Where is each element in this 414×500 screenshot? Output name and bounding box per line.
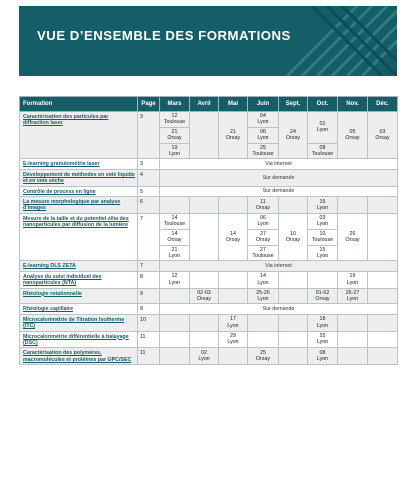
session-cell: 19 Lyon: [338, 271, 368, 288]
empty-cell: [338, 348, 368, 365]
hatch-pattern: [267, 6, 397, 76]
table-row: [20, 271, 398, 288]
training-link[interactable]: E-learning DLS ZETA: [20, 261, 138, 271]
training-link[interactable]: Rhéologie rotationnelle: [20, 288, 138, 304]
page-number: 7: [138, 261, 160, 271]
empty-cell: [190, 271, 219, 288]
col-nov: Nov.: [338, 97, 368, 112]
header-row: [20, 97, 398, 112]
training-link[interactable]: Caractérisation des particules par diffraction laser: [20, 112, 138, 159]
empty-cell: [279, 197, 308, 214]
empty-cell: [338, 314, 368, 331]
session-cell: 01-02 Orsay: [308, 288, 338, 304]
session-cell: 10 Orsay: [279, 213, 308, 260]
empty-cell: [190, 314, 219, 331]
session-cell: 14 Toulouse: [160, 213, 190, 229]
empty-cell: [248, 331, 279, 348]
session-cell: 17 Lyon: [219, 314, 248, 331]
session-cell: 27 Toulouse: [248, 245, 279, 261]
page-number: 11: [138, 331, 160, 348]
session-cell: 04 Lyon: [248, 112, 279, 128]
table-row: [20, 197, 398, 214]
empty-cell: [190, 213, 219, 260]
col-formation: Formation: [20, 97, 138, 112]
session-cell: 02 Lyon: [190, 348, 219, 365]
session-cell: 26 Orsay: [338, 213, 368, 260]
session-cell: 08 Lyon: [308, 348, 338, 365]
session-cell: 21 Lyon: [160, 245, 190, 261]
session-cell: 14 Orsay: [160, 229, 190, 245]
trainings-table: [19, 96, 398, 365]
availability-cell: Via internet: [160, 261, 398, 271]
session-cell: 19 Lyon: [160, 143, 190, 159]
table-row: [20, 169, 398, 186]
page-title: VUE D’ENSEMBLE DES FORMATIONS: [37, 28, 291, 43]
page-number: 5: [138, 186, 160, 196]
session-cell: 25 Toulouse: [248, 143, 279, 159]
session-cell: 25 Orsay: [248, 348, 279, 365]
empty-cell: [368, 331, 398, 348]
session-cell: 05 Orsay: [338, 112, 368, 159]
col-page: Page: [138, 97, 160, 112]
col-dec: Déc.: [368, 97, 398, 112]
session-cell: 08 Toulouse: [308, 143, 338, 159]
empty-cell: [190, 331, 219, 348]
empty-cell: [338, 331, 368, 348]
empty-cell: [279, 314, 308, 331]
session-cell: 02-03 Orsay: [190, 288, 219, 304]
empty-cell: [160, 348, 190, 365]
empty-cell: [368, 288, 398, 304]
empty-cell: [368, 314, 398, 331]
empty-cell: [308, 271, 338, 288]
empty-cell: [368, 348, 398, 365]
session-cell: 01 Lyon: [308, 112, 338, 144]
empty-cell: [160, 197, 190, 214]
empty-cell: [279, 271, 308, 288]
col-mai: Mai: [219, 97, 248, 112]
session-cell: 06 Lyon: [248, 213, 279, 229]
session-cell: 14 Lyon: [248, 271, 279, 288]
empty-cell: [279, 288, 308, 304]
table-row: [20, 159, 398, 169]
empty-cell: [190, 112, 219, 159]
session-cell: 18 Lyon: [308, 314, 338, 331]
training-link[interactable]: Microcalorimétrie différentielle à balayage (DSC): [20, 331, 138, 348]
session-cell: 03 Orsay: [368, 112, 398, 159]
training-link[interactable]: Mesure de la taille et du potentiel zêta des nanoparticules par diffusion de la lumière: [20, 213, 138, 260]
col-oct: Oct.: [308, 97, 338, 112]
table-row: [20, 331, 398, 348]
empty-cell: [279, 348, 308, 365]
col-sept: Sept.: [279, 97, 308, 112]
page-number: 6: [138, 197, 160, 214]
empty-cell: [160, 331, 190, 348]
table-row: [20, 314, 398, 331]
empty-cell: [248, 314, 279, 331]
page-number: 4: [138, 169, 160, 186]
empty-cell: [219, 288, 248, 304]
empty-cell: [190, 197, 219, 214]
page-number: 11: [138, 348, 160, 365]
session-cell: 25-26 Lyon: [248, 288, 279, 304]
title-banner: [19, 6, 397, 76]
table-row: [20, 288, 398, 304]
col-juin: Juin: [248, 97, 279, 112]
session-cell: 14 Orsay: [219, 213, 248, 260]
page-number: 10: [138, 314, 160, 331]
training-link[interactable]: Microcalorimétrie de Titration Isotherme (ITC): [20, 314, 138, 331]
page-number: 9: [138, 288, 160, 304]
session-cell: 21 Orsay: [219, 112, 248, 159]
session-cell: 11 Orsay: [248, 197, 279, 214]
table-row: [20, 348, 398, 365]
empty-cell: [219, 271, 248, 288]
page-number: 3: [138, 112, 160, 159]
training-link[interactable]: Rhéologie capillaire: [20, 304, 138, 314]
page-number: 7: [138, 213, 160, 260]
training-link[interactable]: Caractérisation des polymères, macromolécules et protéines par GPC/SEC: [20, 348, 138, 365]
training-link[interactable]: Contrôle de process en ligne: [20, 186, 138, 196]
empty-cell: [160, 288, 190, 304]
empty-cell: [368, 213, 398, 260]
session-cell: 27 Orsay: [248, 229, 279, 245]
session-cell: 29 Lyon: [219, 331, 248, 348]
session-cell: 24 Orsay: [279, 112, 308, 159]
empty-cell: [279, 331, 308, 348]
empty-cell: [160, 314, 190, 331]
session-cell: 03 Lyon: [308, 213, 338, 229]
session-cell: 12 Toulouse: [160, 112, 190, 128]
session-cell: 26-27 Lyon: [338, 288, 368, 304]
session-cell: 25 Lyon: [308, 331, 338, 348]
page-number: 8: [138, 271, 160, 288]
empty-cell: [219, 348, 248, 365]
availability-cell: Sur demande: [160, 304, 398, 314]
table-row: [20, 186, 398, 196]
session-cell: 10 Toulouse: [308, 229, 338, 245]
col-mars: Mars: [160, 97, 190, 112]
page-number: 3: [138, 159, 160, 169]
training-link[interactable]: Analyse du suivi individuel des nanoparticules (NTA): [20, 271, 138, 288]
session-cell: 21 Orsay: [160, 127, 190, 143]
training-link[interactable]: E-learning granulométrie laser: [20, 159, 138, 169]
table-row: [20, 213, 398, 229]
empty-cell: [219, 197, 248, 214]
session-cell: 06 Lyon: [248, 127, 279, 143]
empty-cell: [368, 271, 398, 288]
training-link[interactable]: La mesure morphologique par analyse d’images: [20, 197, 138, 214]
page-number: 9: [138, 304, 160, 314]
col-avril: Avril: [190, 97, 219, 112]
availability-cell: Sur demande: [160, 186, 398, 196]
training-link[interactable]: Développement de méthodes en voie liquide et en voie sèche: [20, 169, 138, 186]
table-row: [20, 261, 398, 271]
session-cell: 12 Lyon: [160, 271, 190, 288]
availability-cell: Sur demande: [160, 169, 398, 186]
session-cell: 15 Lyon: [308, 197, 338, 214]
session-cell: 15 Lyon: [308, 245, 338, 261]
empty-cell: [338, 197, 368, 214]
table-row: [20, 112, 398, 128]
empty-cell: [368, 197, 398, 214]
availability-cell: Via internet: [160, 159, 398, 169]
table-row: [20, 304, 398, 314]
